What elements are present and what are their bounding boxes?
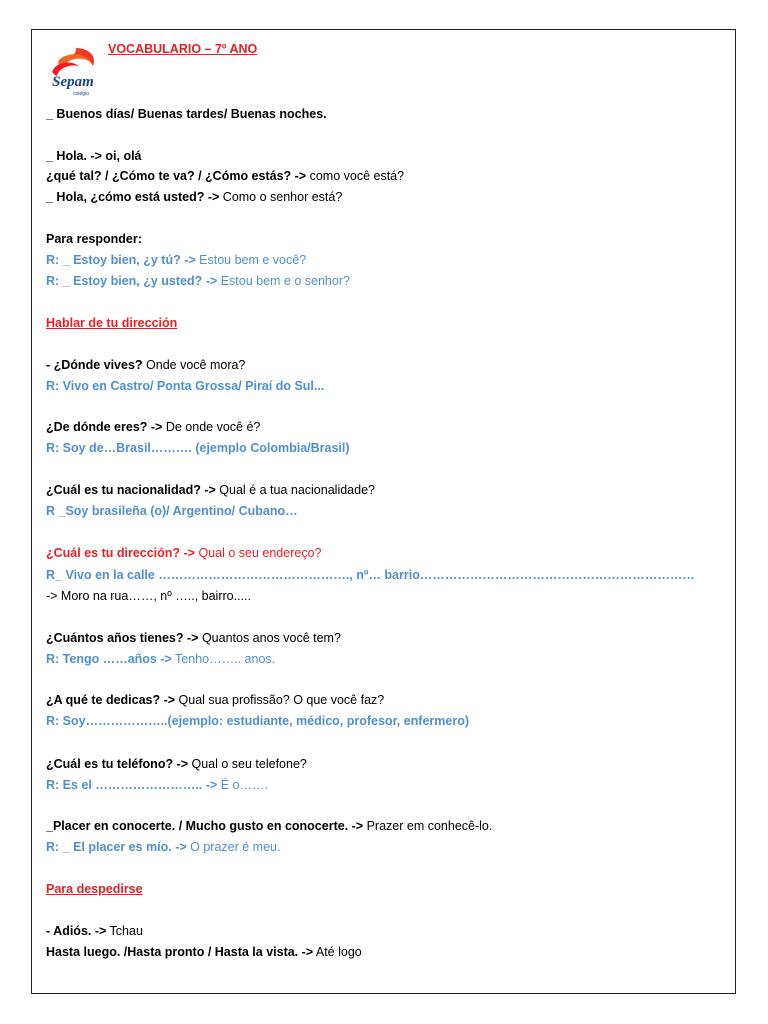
para-responder-heading: Para responder:	[46, 232, 142, 246]
nacionalidad-line: ¿Cuál es tu nacionalidad? -> Qual é a tua nacionalidade?	[46, 483, 375, 497]
section-heading-despedirse: Para despedirse	[46, 882, 143, 896]
cuantos-anos-response: R: Tengo ……años -> Tenho…….. anos.	[46, 652, 276, 666]
direccion-response: R_ Vivo en la calle ………………………………………., nº… barrio…………………………………………………………	[46, 568, 695, 582]
de-donde-eres-response: R: Soy de…Brasil………. (ejemplo Colombia/Brasil)	[46, 441, 350, 455]
logo-subtext: colégio	[73, 91, 89, 97]
de-donde-eres-line: ¿De dónde eres? -> De onde você é?	[46, 420, 261, 434]
donde-vives-response: R: Vivo en Castro/ Ponta Grossa/ Piraí do Sul...	[46, 379, 325, 393]
sepam-logo-icon	[45, 44, 101, 100]
adios-line: - Adiós. -> Tchau	[46, 924, 143, 938]
response-tu-line: R: _ Estoy bien, ¿y tú? -> Estou bem e você?	[46, 253, 307, 267]
como-esta-usted-line: _ Hola, ¿cómo está usted? -> Como o senhor está?	[46, 190, 343, 204]
nacionalidad-response: R _Soy brasileña (o)/ Argentino/ Cubano…	[46, 504, 298, 518]
logo-text: Sepam	[52, 74, 94, 90]
section-heading-direccion: Hablar de tu dirección	[46, 316, 178, 330]
greetings-line: _ Buenos días/ Buenas tardes/ Buenas noches.	[46, 107, 327, 121]
placer-line: _Placer en conocerte. / Mucho gusto en conocerte. -> Prazer em conhecê-lo.	[46, 819, 493, 833]
direccion-line: ¿Cuál es tu dirección? -> Qual o seu endereço?	[46, 546, 322, 560]
que-tal-line: ¿qué tal? / ¿Cómo te va? / ¿Cómo estás? -> como você está?	[46, 169, 405, 183]
direccion-translation: -> Moro na rua……, nº ….., bairro.....	[46, 589, 251, 603]
dedicas-response: R: Soy………………..(ejemplo: estudiante, médico, profesor, enfermero)	[46, 714, 469, 728]
dedicas-line: ¿A qué te dedicas? -> Qual sua profissão? O que você faz?	[46, 693, 385, 707]
donde-vives-line: - ¿Dónde vives? Onde você mora?	[46, 358, 246, 372]
document-title: VOCABULARIO – 7º ANO	[108, 42, 258, 56]
hasta-luego-line: Hasta luego. /Hasta pronto / Hasta la vista. -> Até logo	[46, 945, 362, 959]
response-usted-line: R: _ Estoy bien, ¿y usted? -> Estou bem e o senhor?	[46, 274, 350, 288]
cuantos-anos-line: ¿Cuántos años tienes? -> Quantos anos você tem?	[46, 631, 341, 645]
placer-response: R: _ El placer es mío. -> O prazer é meu.	[46, 840, 281, 854]
telefono-line: ¿Cuál es tu teléfono? -> Qual o seu telefone?	[46, 757, 307, 771]
telefono-response: R: Es el …………………….. -> É o…….	[46, 778, 268, 792]
hola-line: _ Hola. -> oi, olá	[46, 149, 142, 163]
